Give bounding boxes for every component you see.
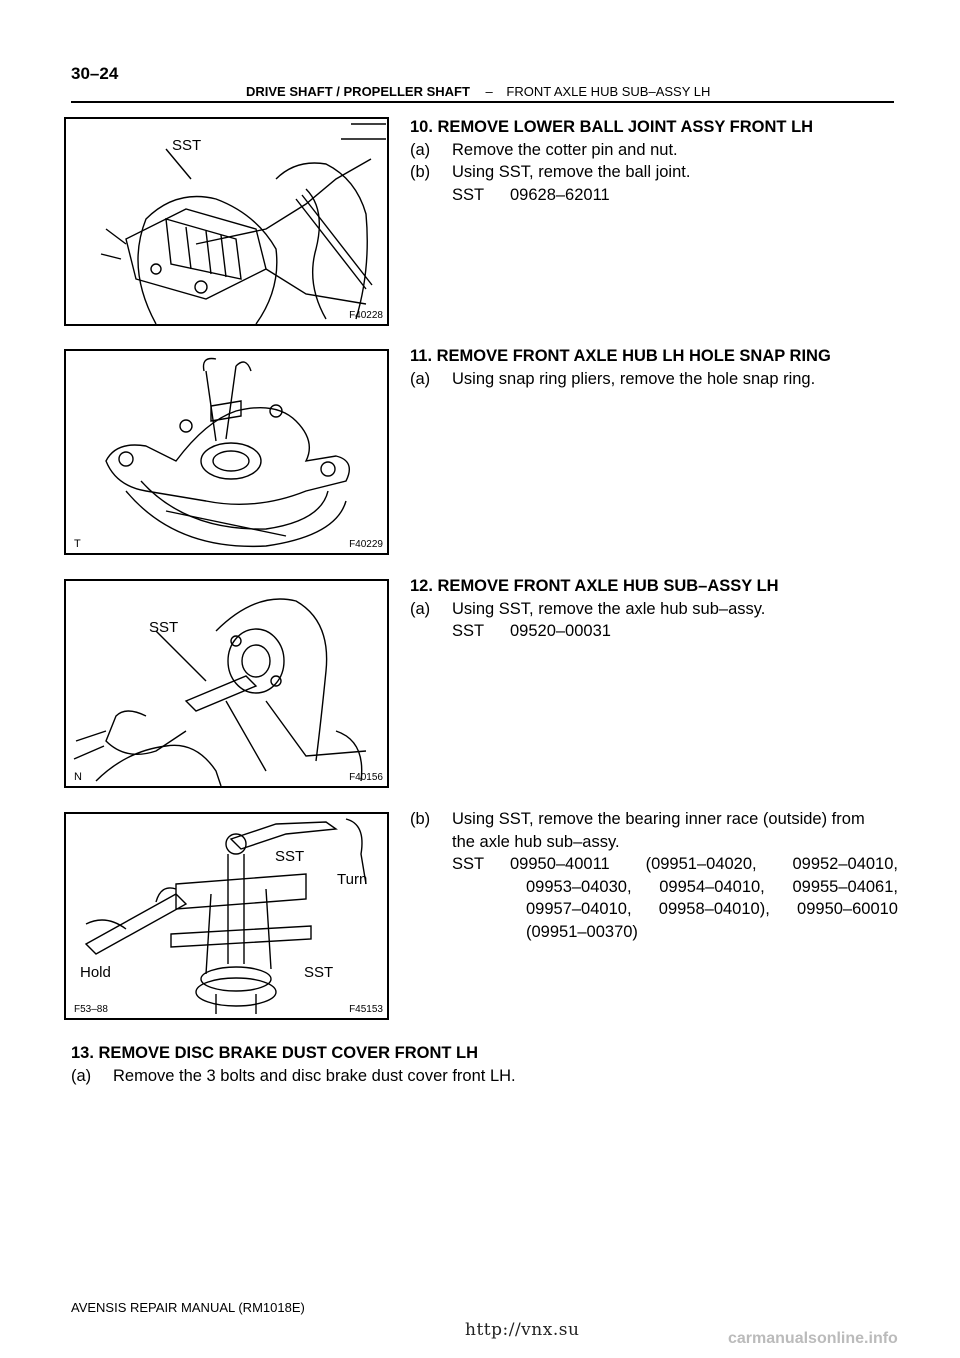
substep-text: Using SST, remove the ball joint. bbox=[452, 163, 691, 181]
figure-ball-joint-removal bbox=[64, 117, 389, 326]
sst-number: 09953–04030, 09954–04010, 09955–04061, bbox=[526, 877, 898, 896]
substep-text: Remove the cotter pin and nut. bbox=[452, 140, 678, 159]
sst-number: 09950–40011 (09951–04020, 09952–04010, bbox=[510, 855, 898, 873]
substep-key: (b) bbox=[410, 163, 431, 181]
footer-manual-id: AVENSIS REPAIR MANUAL (RM1018E) bbox=[71, 1300, 305, 1315]
subsection-title: FRONT AXLE HUB SUB–ASSY LH bbox=[506, 84, 711, 99]
header-dash: – bbox=[485, 84, 493, 99]
step-12 bbox=[410, 575, 898, 643]
figure-snap-ring-removal bbox=[64, 349, 389, 555]
section-title: DRIVE SHAFT / PROPELLER SHAFT bbox=[246, 84, 470, 99]
snap-ring-illustration bbox=[66, 351, 389, 555]
figure-label-sst-upper: SST bbox=[275, 848, 305, 865]
axle-hub-illustration bbox=[66, 581, 389, 788]
sst-label: SST bbox=[452, 622, 485, 640]
substep-text: Using SST, remove the bearing inner race (outside) from bbox=[452, 810, 865, 828]
substep-key: (a) bbox=[410, 369, 431, 388]
step-heading: 12. REMOVE FRONT AXLE HUB SUB–ASSY LH bbox=[410, 577, 779, 595]
figure-label-sst: SST bbox=[149, 619, 179, 636]
substep-text-cont: the axle hub sub–assy. bbox=[452, 832, 620, 851]
step-heading: 13. REMOVE DISC BRAKE DUST COVER FRONT LH bbox=[71, 1044, 479, 1062]
substep-key: (b) bbox=[410, 810, 431, 828]
figure-label-hold: Hold bbox=[80, 964, 111, 981]
step-11 bbox=[410, 345, 898, 390]
sst-number: 09628–62011 bbox=[510, 185, 610, 204]
step-12-b bbox=[410, 808, 898, 943]
step-10 bbox=[410, 116, 898, 206]
watermark-site: carmanualsonline.info bbox=[728, 1330, 898, 1347]
figure-label-sst-lower: SST bbox=[304, 964, 334, 981]
figure-corner-mark: T bbox=[74, 538, 81, 550]
substep-text: Remove the 3 bolts and disc brake dust cover front LH. bbox=[113, 1066, 516, 1085]
step-heading: 10. REMOVE LOWER BALL JOINT ASSY FRONT LH bbox=[410, 118, 814, 136]
sst-number: (09951–00370) bbox=[526, 922, 638, 941]
page-number: 30–24 bbox=[71, 64, 119, 83]
figure-code: F40156 bbox=[349, 772, 383, 783]
watermark-link[interactable]: http://vnx.su bbox=[465, 1320, 580, 1340]
sst-number: 09957–04010, 09958–04010), 09950–60010 bbox=[526, 900, 898, 918]
figure-corner-mark: F53–88 bbox=[74, 1004, 108, 1015]
step-heading: 11. REMOVE FRONT AXLE HUB LH HOLE SNAP RING bbox=[410, 347, 831, 365]
figure-code: F40228 bbox=[349, 310, 383, 321]
substep-key: (a) bbox=[410, 140, 431, 159]
figure-corner-mark: N bbox=[74, 771, 82, 783]
figure-label-sst: SST bbox=[172, 137, 202, 154]
bearing-puller-illustration bbox=[66, 814, 389, 1020]
running-header bbox=[246, 84, 710, 99]
figure-axle-hub-removal bbox=[64, 579, 389, 788]
figure-label-turn: Turn bbox=[337, 871, 368, 888]
sst-label: SST bbox=[452, 185, 485, 204]
step-13 bbox=[71, 1042, 898, 1087]
figure-bearing-race-removal bbox=[64, 812, 389, 1020]
substep-key: (a) bbox=[410, 599, 431, 618]
substep-key: (a) bbox=[71, 1066, 92, 1085]
substep-text: Using SST, remove the axle hub sub–assy. bbox=[452, 599, 766, 618]
sst-label: SST bbox=[452, 855, 485, 873]
figure-code: F45153 bbox=[349, 1004, 383, 1015]
header-rule bbox=[71, 101, 894, 103]
figure-code: F40229 bbox=[349, 539, 383, 550]
sst-number: 09520–00031 bbox=[510, 622, 611, 640]
ball-joint-illustration bbox=[66, 119, 389, 326]
substep-text: Using snap ring pliers, remove the hole snap ring. bbox=[452, 369, 816, 388]
